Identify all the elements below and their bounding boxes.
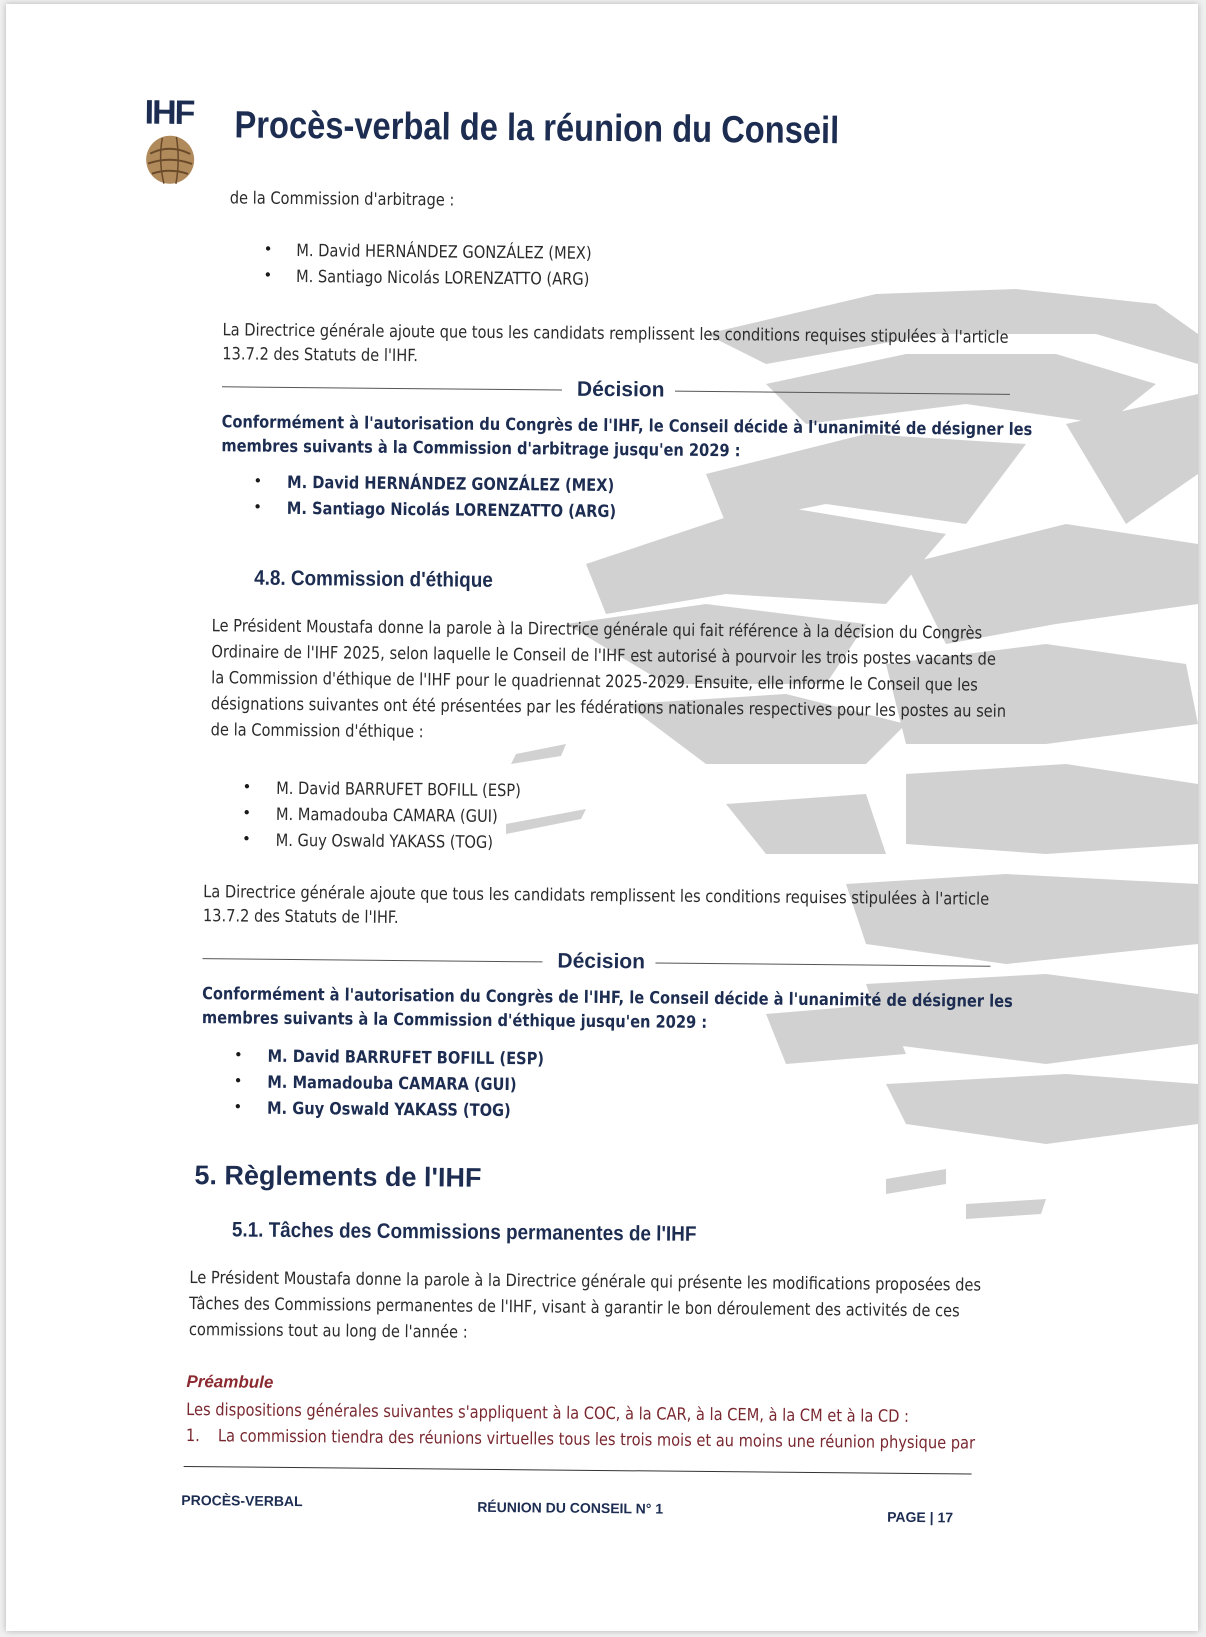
ethique-note-line: 13.7.2 des Statuts de l'IHF.: [202, 906, 399, 929]
ihf-logo: [140, 94, 211, 195]
footer-page-number: PAGE | 17: [887, 1508, 954, 1526]
bullet-icon: •: [234, 1098, 241, 1116]
arbitrage-note-line: 13.7.2 des Statuts de l'IHF.: [222, 344, 419, 367]
ethique-member: M. Mamadouba CAMARA (GUI): [267, 1072, 517, 1096]
bullet-icon: •: [243, 804, 250, 822]
taches-subheading: 5.1. Tâches des Commissions permanentes de l'IHF: [231, 1218, 697, 1246]
footer-center: RÉUNION DU CONSEIL N° 1: [477, 1498, 664, 1517]
page-title: Procès-verbal de la réunion du Conseil: [234, 104, 840, 153]
bullet-icon: •: [235, 1072, 242, 1090]
bullet-icon: •: [254, 498, 261, 516]
decision-rule-left: [222, 386, 562, 390]
ethique-para-line: Le Président Moustafa donne la parole à la Directrice générale qui fait référence à la décision du Congrès: [211, 616, 983, 644]
ethique-member: M. David BARRUFET BOFILL (ESP): [267, 1046, 545, 1070]
ethique-para-line: la Commission d'éthique de l'IHF pour le quadriennat 2025-2029. Ensuite, elle informe le Conseil que les: [211, 668, 978, 696]
preambule-item-number: 1.: [185, 1425, 200, 1447]
bullet-icon: •: [264, 266, 271, 284]
ethique-member: M. Guy Oswald YAKASS (TOG): [266, 1098, 511, 1122]
decision-rule-right: [655, 962, 990, 966]
decision-label: Décision: [557, 949, 646, 974]
ethique-decision-line: Conformément à l'autorisation du Congrès de l'IHF, le Conseil décide à l'unanimité de désigner les: [202, 984, 1013, 1012]
bullet-icon: •: [255, 472, 261, 490]
ihf-logo-text: IHF: [144, 93, 194, 133]
arbitrage-member: M. David HERNÁNDEZ GONZÁLEZ (MEX): [286, 472, 615, 497]
preambule-item-text: La commission tiendra des réunions virtuelles tous les trois mois et au moins une réunion physique par: [217, 1426, 976, 1454]
ethique-decision-line: membres suivants à la Commission d'éthique jusqu'en 2029 :: [201, 1008, 708, 1033]
footer-left: PROCÈS-VERBAL: [181, 1491, 303, 1510]
ethique-heading: 4.8. Commission d'éthique: [254, 566, 493, 592]
ethique-note-line: La Directrice générale ajoute que tous les candidats remplissent les conditions requises stipulées à l'article: [203, 882, 990, 910]
bullet-icon: •: [243, 830, 250, 848]
reglements-heading: 5. Règlements de l'IHF: [194, 1160, 482, 1193]
ethique-candidate: M. David BARRUFET BOFILL (ESP): [276, 778, 521, 802]
preambule-text: Les dispositions générales suivantes s'appliquent à la COC, à la CAR, à la CEM, à la CM et à la CD :: [186, 1399, 910, 1427]
ethique-candidate: M. Guy Oswald YAKASS (TOG): [275, 830, 494, 853]
decision-rule-right: [675, 391, 1010, 395]
arbitrage-member: M. Santiago Nicolás LORENZATTO (ARG): [286, 498, 617, 523]
document-page: [6, 4, 1198, 1631]
ethique-para-line: de la Commission d'éthique :: [210, 720, 424, 743]
arbitrage-decision-line: membres suivants à la Commission d'arbitrage jusqu'en 2029 :: [221, 436, 741, 462]
reglements-para-line: Le Président Moustafa donne la parole à la Directrice générale qui présente les modifications proposées des: [189, 1268, 982, 1296]
page-content: [6, 4, 1198, 1631]
bullet-icon: •: [265, 240, 272, 258]
bullet-icon: •: [244, 778, 250, 796]
reglements-para-line: Tâches des Commissions permanentes de l'IHF, visant à garantir le bon déroulement des activités de ces: [189, 1294, 960, 1322]
arbitrage-note-line: La Directrice générale ajoute que tous les candidats remplissent les conditions requises stipulées à l'article: [222, 320, 1009, 348]
arbitrage-decision-line: Conformément à l'autorisation du Congrès de l'IHF, le Conseil décide à l'unanimité de désigner les: [221, 412, 1033, 441]
preambule-label: Préambule: [186, 1371, 274, 1392]
ethique-para-line: désignations suivantes ont été présentées par les fédérations nationales respectives pour les postes au sein: [210, 694, 1007, 722]
arbitrage-candidate: M. Santiago Nicolás LORENZATTO (ARG): [295, 267, 590, 290]
ethique-para-line: Ordinaire de l'IHF 2025, selon laquelle le Conseil de l'IHF est autorisé à pourvoir les trois postes vacants de: [211, 642, 996, 670]
decision-rule-left: [202, 958, 542, 962]
handball-ball-icon: [142, 134, 198, 187]
bullet-icon: •: [235, 1046, 242, 1064]
arbitrage-candidate: M. David HERNÁNDEZ GONZÁLEZ (MEX): [296, 241, 592, 264]
decision-label: Décision: [576, 377, 665, 402]
footer-rule: [184, 1466, 972, 1475]
ethique-candidate: M. Mamadouba CAMARA (GUI): [275, 804, 498, 827]
arbitrage-intro: de la Commission d'arbitrage :: [229, 188, 455, 211]
reglements-para-line: commissions tout au long de l'année :: [188, 1320, 468, 1343]
